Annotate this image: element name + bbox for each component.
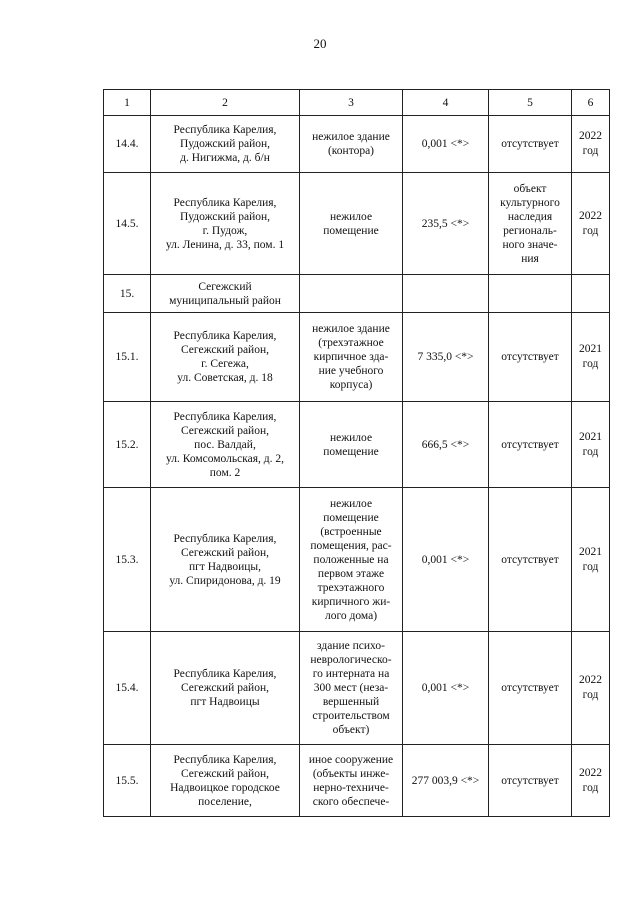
heritage-cell-line: культурного [500,196,560,209]
table-row [104,745,610,817]
year-cell-line: 2022 [579,209,602,222]
object-type-cell [300,632,403,745]
address-cell-line: Сегежский район, [181,424,269,437]
address-cell [151,745,300,817]
address-cell-line: Пудожский район, [179,138,271,150]
object-type-cell-line: помещение [323,445,379,458]
object-type-cell-line: ского обеспече- [312,795,390,808]
object-type-cell-line: неврологическо- [310,654,392,666]
object-type-cell-line: кирпичное зда- [313,351,389,363]
table-row [104,313,610,402]
property-table [103,89,610,817]
heritage-cell [489,116,572,173]
object-type-cell-line: нежилое [329,210,373,223]
object-type-cell-line: нерно-техниче- [313,781,389,794]
address-cell-line: ул. Советская, д. 18 [177,372,273,384]
year-cell-line: год [582,145,599,157]
area-cell [403,275,489,313]
address-cell-line: пгт Надвоицы, [188,560,262,573]
year-cell [572,488,610,632]
heritage-cell [489,275,572,313]
object-type-cell-line: вершенный [322,696,380,708]
heritage-cell-line: отсутствует [501,138,559,150]
object-type-cell-line: (встроенные [320,525,382,538]
year-cell-line: 2021 [579,343,602,355]
address-cell-line: Сегежский район, [181,546,269,559]
year-cell [572,632,610,745]
year-cell-line: 2022 [579,766,602,779]
heritage-cell [489,632,572,745]
object-type-cell-line: (конторa) [327,145,375,157]
heritage-cell-line: объект [513,182,547,195]
table-row [104,275,610,313]
area-cell: 7 335,0 <*> [403,313,489,402]
address-cell-line: Сегежский район, [181,682,269,694]
object-type-cell [300,173,403,275]
object-type-cell [300,116,403,173]
heritage-cell-line: наследия [507,210,553,223]
address-cell [151,275,300,313]
object-type-cell-line: нежилое здание [312,323,390,335]
object-type-cell [300,745,403,817]
object-type-cell [300,488,403,632]
address-cell-line: Республика Карелия, [173,532,277,545]
address-cell [151,173,300,275]
heritage-cell [489,402,572,488]
table-row [104,402,610,488]
row-number-cell: 15.5. [104,745,151,817]
year-cell [572,745,610,817]
address-cell-line: Надвоицкое городское [170,781,280,794]
area-cell: 277 003,9 <*> [403,745,489,817]
heritage-cell-line: региональ- [503,224,557,237]
year-cell [572,402,610,488]
area-cell: 666,5 <*> [403,402,489,488]
year-cell [572,116,610,173]
heritage-cell [489,173,572,275]
table-header-row [104,90,610,116]
object-type-cell-line: помещения, рас- [310,539,392,552]
year-cell-line: год [582,781,599,794]
object-type-cell [300,313,403,402]
object-type-cell-line: положенные на [313,553,389,566]
heritage-cell [489,488,572,632]
address-cell-line: Республика Карелия, [173,668,277,680]
address-cell-line: Пудожский район, [179,210,271,223]
address-cell [151,632,300,745]
year-cell-line: год [582,358,599,370]
heritage-cell [489,745,572,817]
header-cell: 3 [300,90,403,116]
year-cell [572,275,610,313]
address-cell-line: ул. Ленина, д. 33, пом. 1 [165,238,285,251]
area-cell: 0,001 <*> [403,632,489,745]
row-number-cell: 15.4. [104,632,151,745]
header-cell: 5 [489,90,572,116]
address-cell-line: муниципальный район [169,294,281,307]
address-cell-line: Республика Карелия, [173,124,277,136]
address-cell-line: Республика Карелия, [173,753,277,766]
object-type-cell-line: кирпичного жи- [311,595,391,608]
address-cell-line: поселение, [198,795,252,808]
address-cell [151,116,300,173]
address-cell-line: пгт Надвоицы [190,696,260,708]
object-type-cell-line: строительством [312,710,390,722]
area-cell: 235,5 <*> [403,173,489,275]
year-cell [572,313,610,402]
address-cell-line: д. Нигижма, д. б/н [180,152,270,164]
year-cell-line: год [582,560,599,573]
address-cell-line: ул. Спиридонова, д. 19 [169,574,281,587]
year-cell-line: 2021 [579,430,602,443]
address-cell-line: г. Сегежа, [201,358,249,370]
address-cell [151,313,300,402]
header-cell: 6 [572,90,610,116]
table-row [104,632,610,745]
heritage-cell-line: отсутствует [501,774,559,787]
address-cell-line: пом. 2 [209,466,241,479]
table-row [104,116,610,173]
row-number-cell: 15. [104,275,151,313]
year-cell [572,173,610,275]
row-number-cell: 15.2. [104,402,151,488]
heritage-cell-line: отсутствует [501,553,559,566]
header-cell: 2 [151,90,300,116]
object-type-cell-line: трехэтажного [317,581,385,594]
object-type-cell-line: (объекты инже- [312,767,390,780]
row-number-cell: 14.5. [104,173,151,275]
year-cell-line: 2022 [579,130,602,142]
object-type-cell-line: нежилое здание [312,131,390,143]
object-type-cell-line: нежилое [329,497,373,510]
object-type-cell-line: помещение [323,224,379,237]
address-cell-line: Сегежский [198,280,252,293]
object-type-cell-line: помещение [323,511,379,524]
address-cell-line: Сегежский район, [181,767,269,780]
object-type-cell-line: корпуса) [329,379,373,391]
heritage-cell-line: отсутствует [501,682,559,694]
year-cell-line: 2022 [579,674,602,686]
object-type-cell [300,402,403,488]
address-cell [151,488,300,632]
heritage-cell-line: ния [521,252,539,265]
object-type-cell-line: здание психо- [317,640,385,652]
page-number: 20 [313,36,327,51]
address-cell-line: г. Пудож, [202,224,248,237]
row-number-cell: 14.4. [104,116,151,173]
object-type-cell-line: 300 мест (неза- [313,682,389,694]
object-type-cell-line: (трехэтажное [318,337,384,349]
header-cell: 1 [104,90,151,116]
address-cell-line: ул. Комсомольская, д. 2, [165,452,285,465]
area-cell: 0,001 <*> [403,488,489,632]
year-cell-line: 2021 [579,545,602,558]
object-type-cell-line: лого дома) [324,609,378,622]
object-type-cell-line: ние учебного [318,365,384,377]
year-cell-line: год [582,224,599,237]
address-cell-line: Сегежский район, [181,344,269,356]
object-type-cell-line: первом этаже [317,567,385,580]
object-type-cell-line: го интерната на [312,668,390,680]
object-type-cell-line: иное сооружение [308,753,394,766]
heritage-cell-line: отсутствует [501,438,559,451]
address-cell-line: Республика Карелия, [173,196,277,209]
object-type-cell-line: объект) [332,724,370,736]
heritage-cell-line: отсутствует [501,351,559,363]
row-number-cell: 15.1. [104,313,151,402]
table-row [104,488,610,632]
object-type-cell [300,275,403,313]
address-cell-line: Республика Карелия, [173,330,277,342]
address-cell-line: пос. Валдай, [194,438,256,451]
heritage-cell-line: ного значе- [502,238,558,251]
table-row [104,173,610,275]
address-cell [151,402,300,488]
row-number-cell: 15.3. [104,488,151,632]
area-cell: 0,001 <*> [403,116,489,173]
heritage-cell [489,313,572,402]
address-cell-line: Республика Карелия, [173,410,277,423]
year-cell-line: год [582,445,599,458]
year-cell-line: год [582,689,599,701]
object-type-cell-line: нежилое [329,431,373,444]
header-cell: 4 [403,90,489,116]
